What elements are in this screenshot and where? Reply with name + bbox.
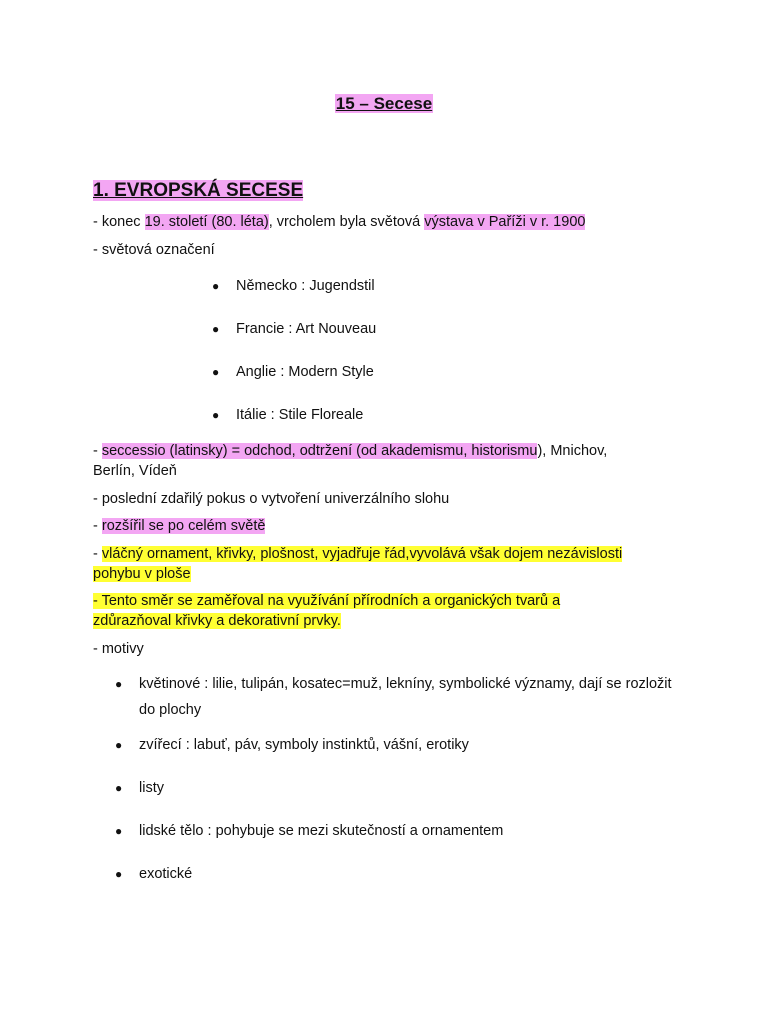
bullet-icon: ● xyxy=(212,408,220,422)
highlight-yellow: vláčný ornament, křivky, plošnost, vyjadřuje řád,vyvolává však dojem nezávislosti xyxy=(101,546,623,562)
list-item xyxy=(212,405,363,425)
paragraph-line-1 xyxy=(93,212,585,232)
paragraph-line-6 xyxy=(93,544,622,564)
bullet-icon: ● xyxy=(212,365,220,379)
highlight-pink: rozšířil se po celém světě xyxy=(101,518,266,534)
list-item xyxy=(115,732,675,758)
paragraph-line-2: - světová označení xyxy=(93,242,215,258)
highlight-pink: seccessio (latinsky) = odchod, odtržení (od akademismu, historismu xyxy=(101,443,538,459)
bullet-icon: ● xyxy=(115,677,123,691)
list-item-text: Anglie : Modern Style xyxy=(236,364,374,380)
paragraph-line-6-cont xyxy=(93,564,191,584)
paragraph-line-3 xyxy=(93,441,607,461)
text-run: - konec xyxy=(93,214,145,230)
list-item-text: květinové : lilie, tulipán, kosatec=muž, lekníny, symbolické významy, dají se rozložit do plochy xyxy=(139,676,672,718)
highlight-yellow: zdůrazňoval křivky a dekorativní prvky. xyxy=(93,613,341,629)
paragraph-line-8: - motivy xyxy=(93,641,144,657)
page-title xyxy=(0,94,768,114)
list-item xyxy=(115,775,675,801)
text-run: - xyxy=(93,518,102,534)
list-item-text: Německo : Jugendstil xyxy=(236,278,375,294)
bullet-icon: ● xyxy=(115,867,123,881)
paragraph-line-3-cont: Berlín, Vídeň xyxy=(93,463,177,479)
list-item-text: exotické xyxy=(139,866,193,882)
paragraph-line-7 xyxy=(93,591,560,611)
list-item xyxy=(115,818,675,844)
highlight-yellow: - Tento směr se zaměřoval na využívání přírodních a organických tvarů a xyxy=(93,593,561,609)
bullet-icon: ● xyxy=(115,824,123,838)
list-item-text: Francie : Art Nouveau xyxy=(236,321,377,337)
list-item xyxy=(115,861,675,887)
list-item-text: lidské tělo : pohybuje se mezi skutečností a ornamentem xyxy=(139,823,504,839)
text-run: , vrcholem byla světová xyxy=(268,214,425,230)
bullet-icon: ● xyxy=(212,322,220,336)
bullet-icon: ● xyxy=(212,279,220,293)
section-heading-text: 1. EVROPSKÁ SECESE xyxy=(93,180,304,201)
highlight-yellow: pohybu v ploše xyxy=(93,566,191,582)
text-run: - xyxy=(93,546,102,562)
list-item-text: Itálie : Stile Floreale xyxy=(236,407,364,423)
list-item-text: zvířecí : labuť, páv, symboly instinktů, vášní, erotiky xyxy=(139,737,469,753)
highlight-pink: 19. století (80. léta) xyxy=(144,214,269,230)
text-run: - xyxy=(93,443,102,459)
bullet-icon: ● xyxy=(115,738,123,752)
bullet-icon: ● xyxy=(115,781,123,795)
list-item xyxy=(212,276,375,296)
list-item xyxy=(212,362,374,382)
text-run: ), Mnichov, xyxy=(537,443,608,459)
list-item xyxy=(212,319,376,339)
list-item-text: listy xyxy=(139,780,164,796)
page-title-text: 15 – Secese xyxy=(335,94,433,113)
highlight-pink: výstava v Paříži v r. 1900 xyxy=(424,214,586,230)
section-heading xyxy=(93,180,303,202)
paragraph-line-4: - poslední zdařilý pokus o vytvoření univerzálního slohu xyxy=(93,491,450,507)
paragraph-line-7-cont xyxy=(93,611,341,631)
list-item xyxy=(115,671,675,723)
paragraph-line-5 xyxy=(93,516,265,536)
